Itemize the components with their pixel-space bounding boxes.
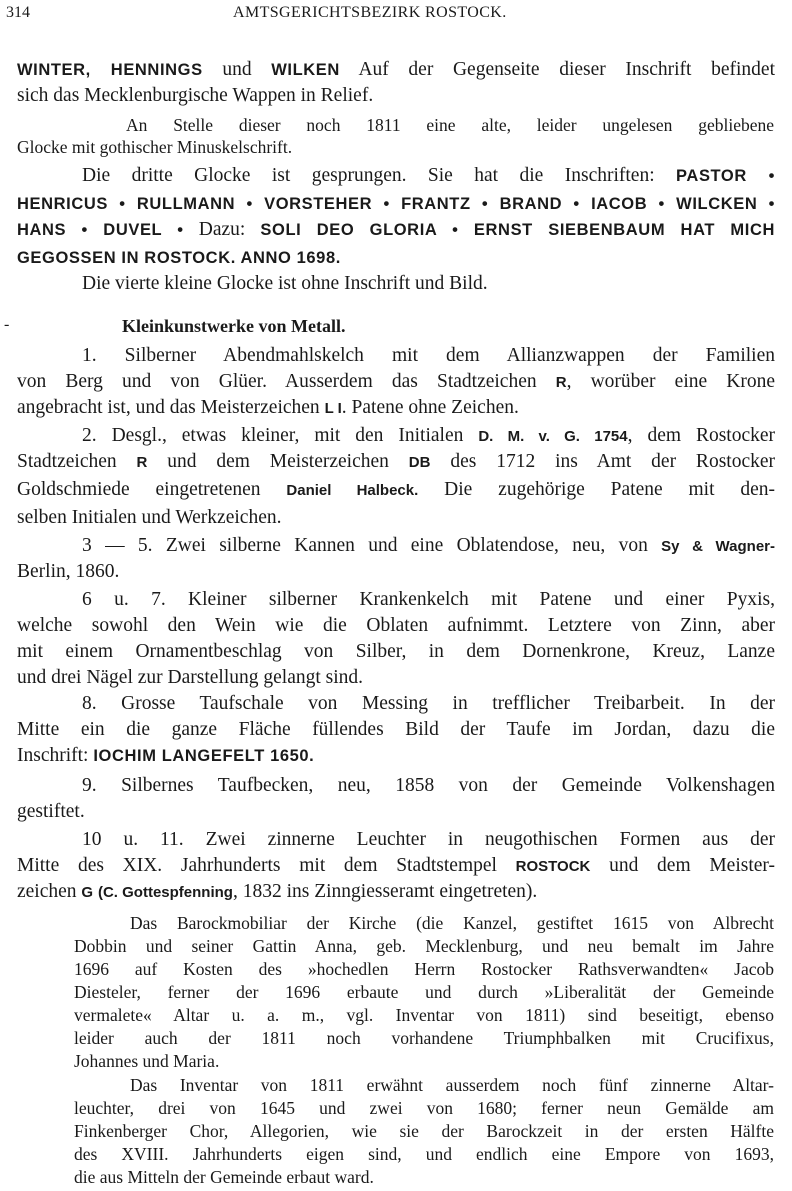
- hallmark: L I: [324, 400, 342, 417]
- text-line: Die dritte Glocke ist gesprungen. Sie hat die Inschriften: PASTOR •: [82, 165, 775, 186]
- note-line: vermalete« Altar u. a. m., vgl. Inventar von 1811) sind beseitigt, ebenso: [74, 1005, 774, 1025]
- bell-inscription: GEGOSSEN IN ROSTOCK. ANNO 1698.: [17, 249, 341, 267]
- town-stamp: ROSTOCK: [515, 858, 591, 875]
- text-line: sich das Mecklenburgische Wappen in Relief.: [17, 85, 374, 106]
- note-line: Johannes und Maria.: [74, 1051, 220, 1071]
- bell-inscription: HENRICUS • RULLMANN • VORSTEHER • FRANTZ • BRAND • IACOB • WILCKEN •: [17, 195, 775, 213]
- hallmark: G: [81, 884, 94, 901]
- bowl-inscription: IOCHIM LANGEFELT 1650.: [93, 747, 315, 765]
- note-line: Diesteler, ferner der 1696 erbaute und durch »Liberalität der Gemeinde: [74, 982, 774, 1002]
- note-line: Das Inventar von 1811 erwähnt ausserdem noch fünf zinnerne Altar-: [130, 1075, 774, 1095]
- text-line: 9. Silbernes Taufbecken, neu, 1858 von der Gemeinde Volkenshagen: [82, 775, 775, 796]
- text-line: Inschrift: IOCHIM LANGEFELT 1650.: [17, 745, 315, 766]
- text-line: Die vierte kleine Glocke ist ohne Inschrift und Bild.: [82, 273, 488, 294]
- text-line: Mitte des XIX. Jahrhunderts mit dem Stadtstempel ROSTOCK und dem Meister-: [17, 855, 775, 876]
- hallmark: R: [555, 374, 567, 391]
- pewterer-name: C. Gottespfenning: [102, 884, 233, 901]
- text-line: 3 — 5. Zwei silberne Kannen und eine Oblatendose, neu, von Sy & Wagner-: [82, 535, 775, 556]
- note-line: Glocke mit gothischer Minuskelschrift.: [17, 137, 293, 157]
- text-line: WINTER, HENNINGS und WILKEN Auf der Gegenseite dieser Inschrift befindet: [17, 59, 775, 80]
- note-line: die aus Mitteln der Gemeinde erbaut ward.: [74, 1167, 374, 1187]
- note-line: Das Barockmobiliar der Kirche (die Kanzel, gestiftet 1615 von Albrecht: [130, 913, 774, 933]
- maker-name: Sy & Wagner-: [661, 538, 775, 555]
- text-line: gestiftet.: [17, 801, 85, 822]
- note-line: leider auch der 1811 noch vorhandene Triumphbalken mit Crucifixus,: [74, 1028, 774, 1048]
- text-line: selben Initialen und Werkzeichen.: [17, 507, 282, 528]
- hallmark: DB: [408, 454, 431, 471]
- text-line: Stadtzeichen R und dem Meisterzeichen DB des 1712 ins Amt der Rostocker: [17, 451, 776, 472]
- bell-inscription: PASTOR •: [676, 167, 775, 185]
- text-line: 10 u. 11. Zwei zinnerne Leuchter in neugothischen Formen aus der: [82, 829, 775, 850]
- bell-inscription: SOLI DEO GLORIA • ERNST SIEBENBAUM HAT MICH: [260, 221, 775, 239]
- running-title: AMTSGERICHTSBEZIRK ROSTOCK.: [233, 4, 507, 21]
- text-line: von Berg und von Glüer. Ausserdem das Stadtzeichen R, worüber eine Krone: [17, 371, 775, 392]
- note-line: An Stelle dieser noch 1811 eine alte, leider ungelesen gebliebene: [126, 115, 774, 135]
- bell-inscription-names: WINTER, HENNINGS: [17, 61, 203, 79]
- text-line: und drei Nägel zur Darstellung gelangt sind.: [17, 667, 364, 688]
- note-line: 1696 auf Kosten des »hochedlen Herrn Rostocker Rathsverwandten« Jacob: [74, 959, 774, 979]
- initials-mark: D. M. v. G. 1754: [478, 428, 628, 445]
- note-line: leuchter, drei von 1645 und zwei von 1680; ferner neun Gemälde am: [74, 1098, 774, 1118]
- text-line: Mitte ein die ganze Fläche füllendes Bild der Taufe im Jordan, dazu die: [17, 719, 775, 740]
- text-line: 2. Desgl., etwas kleiner, mit den Initialen D. M. v. G. 1754, dem Rostocker: [82, 425, 776, 446]
- bell-inscription-name: WILKEN: [271, 61, 340, 79]
- text-line: 1. Silberner Abendmahlskelch mit dem Allianzwappen der Familien: [82, 345, 775, 366]
- text-line: zeichen G (C. Gottespfenning, 1832 ins Zinngiesseramt eingetreten).: [17, 881, 538, 902]
- margin-mark: -: [4, 316, 10, 333]
- text-line: 6 u. 7. Kleiner silberner Krankenkelch mit Patene und einer Pyxis,: [82, 589, 775, 610]
- goldsmith-name: Daniel Halbeck.: [286, 482, 419, 499]
- bell-inscription: HANS • DUVEL •: [17, 221, 184, 239]
- text-line: welche sowohl den Wein wie die Oblaten aufnimmt. Letztere von Zinn, aber: [17, 615, 775, 636]
- note-line: Dobbin und seiner Gattin Anna, geb. Mecklenburg, und neu bemalt im Jahre: [74, 936, 774, 956]
- page-number: 314: [6, 4, 30, 21]
- note-line: Finkenberger Chor, Allegorien, wie sie der Barockzeit in der ersten Hälfte: [74, 1121, 774, 1141]
- text-line: angebracht ist, und das Meisterzeichen L I. Patene ohne Zeichen.: [17, 397, 519, 418]
- section-title: Kleinkunstwerke von Metall.: [122, 316, 346, 336]
- text-line: HANS • DUVEL • Dazu: SOLI DEO GLORIA • ERNST SIEBENBAUM HAT MICH: [17, 219, 775, 240]
- text-line: 8. Grosse Taufschale von Messing in trefflicher Treibarbeit. In der: [82, 693, 775, 714]
- text-line: mit einem Ornamentbeschlag von Silber, in dem Dornenkrone, Kreuz, Lanze: [17, 641, 775, 662]
- text-line: Berlin, 1860.: [17, 561, 120, 582]
- hallmark: R: [136, 454, 148, 471]
- note-line: des XVIII. Jahrhunderts eigen sind, und endlich eine Empore von 1693,: [74, 1144, 774, 1164]
- text-line: Goldschmiede eingetretenen Daniel Halbeck. Die zugehörige Patene mit den-: [17, 479, 776, 500]
